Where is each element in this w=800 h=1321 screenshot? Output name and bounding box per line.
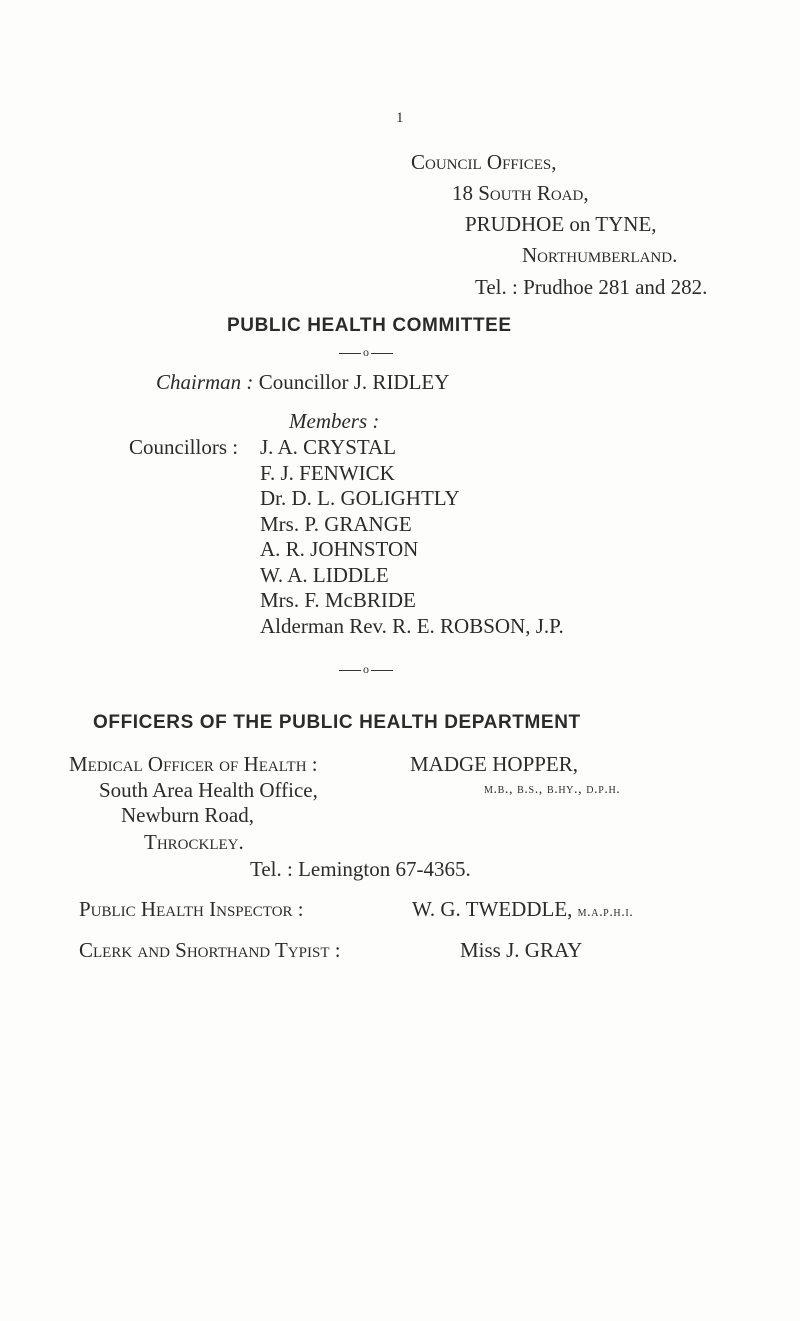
address-line-street: 18 South Road,	[452, 181, 589, 205]
member-item: Dr. D. L. GOLIGHTLY	[260, 486, 460, 510]
chairman-name: Councillor J. RIDLEY	[258, 370, 450, 394]
member-item: Mrs. F. McBRIDE	[260, 588, 416, 612]
moh-name: MADGE HOPPER,	[410, 752, 579, 776]
address-line-town: PRUDHOE on TYNE,	[465, 212, 657, 236]
clerk-label: Clerk and Shorthand Typist :	[79, 938, 341, 962]
committee-heading: PUBLIC HEALTH COMMITTEE	[227, 315, 512, 336]
chairman-label: Chairman :	[156, 370, 254, 394]
member-item: A. R. JOHNSTON	[260, 537, 419, 561]
moh-address-office: South Area Health Office,	[99, 778, 318, 802]
moh-qualifications: m.b., b.s., b.hy., d.p.h.	[484, 782, 621, 797]
members-label: Members :	[289, 409, 380, 433]
phi-qualifications: m.a.p.h.i.	[577, 905, 634, 920]
member-list	[260, 435, 564, 639]
separator-ornament: o	[337, 345, 395, 360]
address-telephone: Tel. : Prudhoe 281 and 282.	[475, 275, 708, 299]
moh-label: Medical Officer of Health :	[69, 752, 318, 776]
phi-label: Public Health Inspector :	[79, 897, 304, 921]
member-item: W. A. LIDDLE	[260, 562, 389, 587]
member-item: F. J. FENWICK	[260, 460, 395, 485]
member-item: J. A. CRYSTAL	[260, 435, 397, 459]
member-item: Alderman Rev. R. E. ROBSON, J.P.	[260, 613, 564, 638]
address-line-county: Northumberland.	[522, 243, 678, 267]
address-line-office: Council Offices,	[411, 150, 557, 174]
separator-ornament: o	[337, 662, 395, 677]
clerk-name: Miss J. GRAY	[460, 938, 583, 962]
moh-telephone: Tel. : Lemington 67-4365.	[250, 857, 471, 881]
phi-name: W. G. TWEDDLE,	[412, 897, 573, 921]
chairman-line	[156, 370, 449, 395]
moh-address-road: Newburn Road,	[121, 803, 254, 827]
member-item: Mrs. P. GRANGE	[260, 511, 412, 536]
phi-name-line	[412, 897, 633, 922]
councillors-label: Councillors :	[129, 435, 239, 459]
page-number: 1	[396, 110, 404, 126]
officers-heading: OFFICERS OF THE PUBLIC HEALTH DEPARTMENT	[93, 712, 581, 733]
moh-address-town: Throckley.	[144, 830, 244, 854]
